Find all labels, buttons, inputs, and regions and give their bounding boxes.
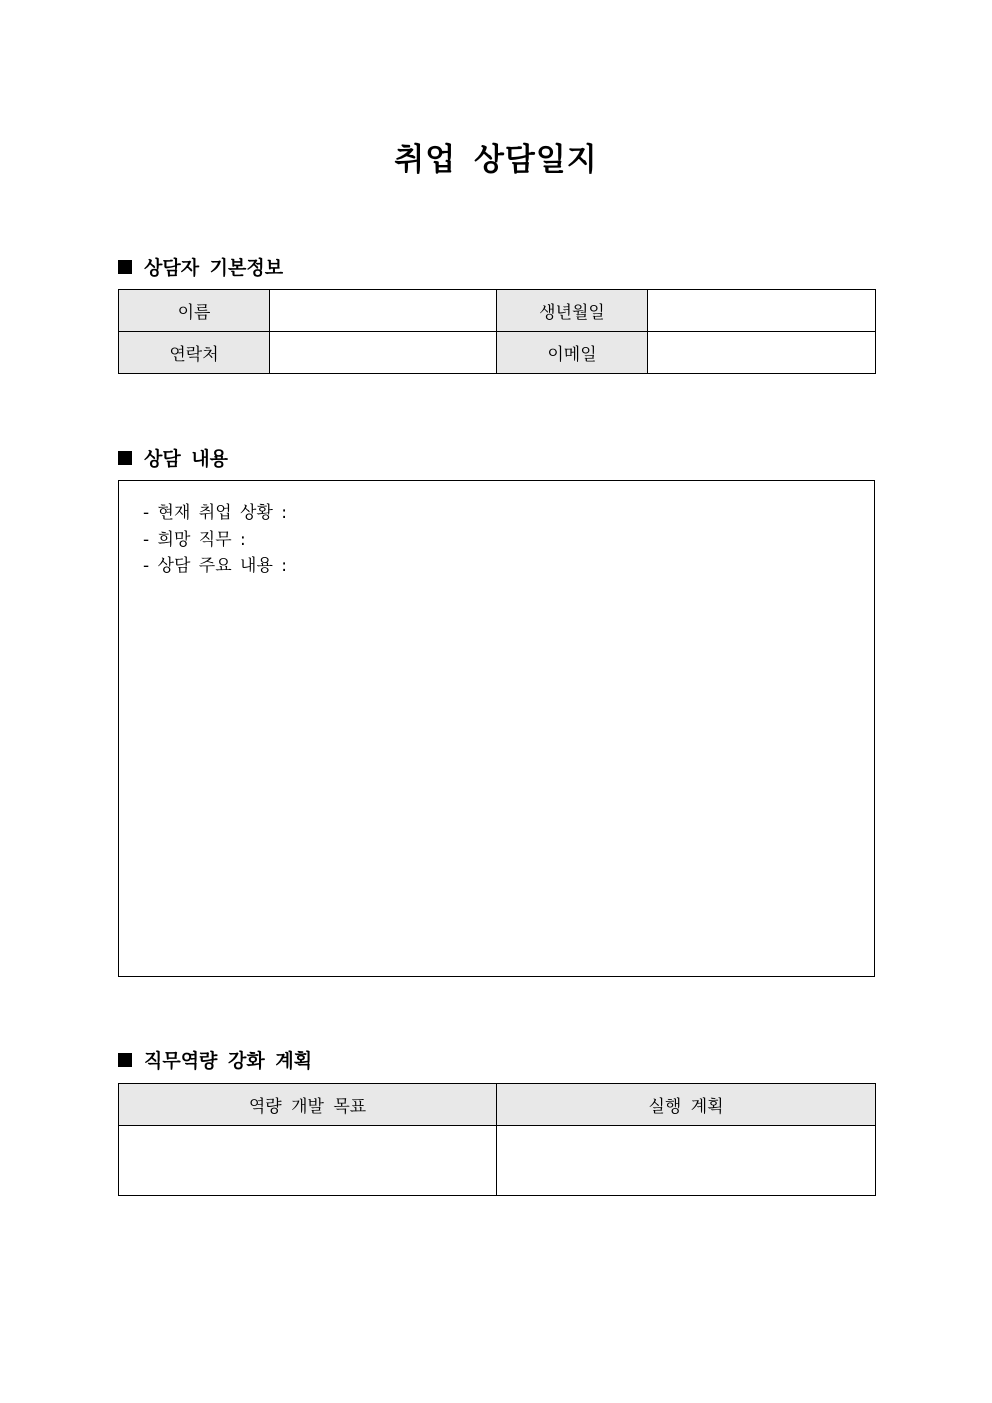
plan-field[interactable] — [497, 1126, 876, 1196]
table-row — [119, 332, 876, 374]
square-bullet-icon — [118, 1053, 132, 1067]
birth-label: 생년월일 — [497, 290, 648, 332]
birth-field[interactable] — [648, 290, 876, 332]
counsel-list — [119, 481, 874, 580]
counsel-heading-text: 상담 내용 — [144, 448, 229, 470]
table-header-row — [119, 1084, 876, 1126]
list-item-current-status: - 현재 취업 상황 : — [143, 503, 288, 523]
email-label: 이메일 — [497, 332, 648, 374]
counsel-heading — [118, 444, 228, 471]
square-bullet-icon — [118, 451, 132, 465]
goal-column-header: 역량 개발 목표 — [119, 1084, 497, 1126]
list-item-desired-job: - 희망 직무 : — [143, 529, 246, 550]
name-field[interactable] — [270, 290, 497, 332]
competency-table — [118, 1083, 876, 1196]
plan-column-header: 실행 계획 — [497, 1084, 876, 1126]
email-field[interactable] — [648, 332, 876, 374]
list-item-main-content: - 상담 주요 내용 : — [143, 556, 288, 576]
name-label: 이름 — [119, 290, 270, 332]
contact-label: 연락처 — [119, 332, 270, 374]
goal-field[interactable] — [119, 1126, 497, 1196]
competency-heading — [118, 1046, 312, 1073]
basic-info-heading — [118, 253, 283, 280]
table-row — [119, 290, 876, 332]
counsel-content-box[interactable] — [118, 480, 875, 977]
basic-info-table — [118, 289, 876, 374]
table-row — [119, 1126, 876, 1196]
square-bullet-icon — [118, 260, 132, 274]
competency-heading-text: 직무역량 강화 계획 — [144, 1050, 313, 1072]
contact-field[interactable] — [270, 332, 497, 374]
basic-info-heading-text: 상담자 기본정보 — [144, 257, 284, 279]
page-title: 취업 상담일지 — [394, 142, 598, 178]
